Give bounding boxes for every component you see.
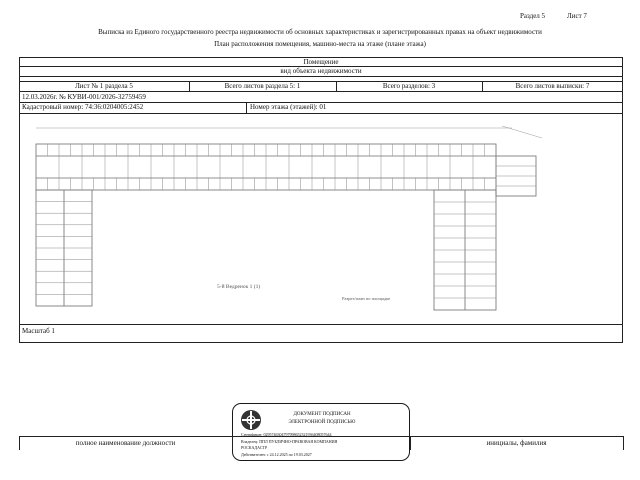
divider [19, 76, 623, 77]
plan-annotation: Разрез/план по площадке [342, 296, 391, 301]
divider [19, 113, 623, 114]
object-name: Помещение [303, 58, 339, 66]
divider [19, 324, 623, 325]
floor-plan-drawing [22, 116, 620, 322]
divider [232, 436, 233, 450]
record-date-number: 12.03.2026г. № КУВИ-001/2026-32759459 [22, 93, 146, 101]
divider [19, 91, 623, 92]
plan-subtitle: План расположения помещения, машино-места на этаже (плане этажа) [214, 40, 426, 48]
electronic-signature-stamp [232, 403, 410, 461]
stamp-validity: Действителен: с 24.12.2025 по 19.03.2027 [241, 452, 312, 457]
position-label: полное наименование должности [75, 439, 176, 447]
total-sheets-extract: Всего листов выписки: 7 [515, 82, 590, 90]
stamp-owner: Владелец: ППЛ ПУБЛИЧНО-ПРАВОВАЯ КОМПАНИЯ [241, 439, 338, 444]
sheet-number: Лист 7 [567, 12, 587, 20]
divider [246, 102, 247, 113]
stamp-certificate: Сертификат: 0295746304797998652321936408057644 [241, 432, 332, 437]
plan-annotation: 5-й Ведренок 1 (1) [217, 284, 261, 290]
stamp-title-1: ДОКУМЕНТ ПОДПИСАН [293, 412, 351, 417]
divider [623, 436, 624, 450]
divider [19, 436, 623, 437]
sheet-of-section: Лист № 1 раздела 5 [75, 82, 133, 90]
document-title: Выписка из Единого государственного реестра недвижимости об основных характеристиках и зарегистрированных правах на объект недвижимости [98, 28, 542, 36]
total-sections: Всего разделов: 3 [382, 82, 436, 90]
floor-number: Номер этажа (этажей): 01 [250, 103, 327, 111]
object-kind: вид объекта недвижимости [280, 67, 362, 75]
scale-label: Масштаб 1 [22, 327, 55, 335]
initials-label: инициалы, фамилия [486, 439, 547, 447]
section-number: Раздел 5 [520, 12, 546, 20]
stamp-title-2: ЭЛЕКТРОННОЙ ПОДПИСЬЮ [288, 420, 356, 425]
cadastral-number: Кадастровый номер: 74:36:0204005:2452 [22, 103, 144, 111]
total-sheets-section: Всего листов раздела 5: 1 [224, 82, 301, 90]
stamp-owner-org: РОСКАДАСТР [241, 445, 268, 450]
